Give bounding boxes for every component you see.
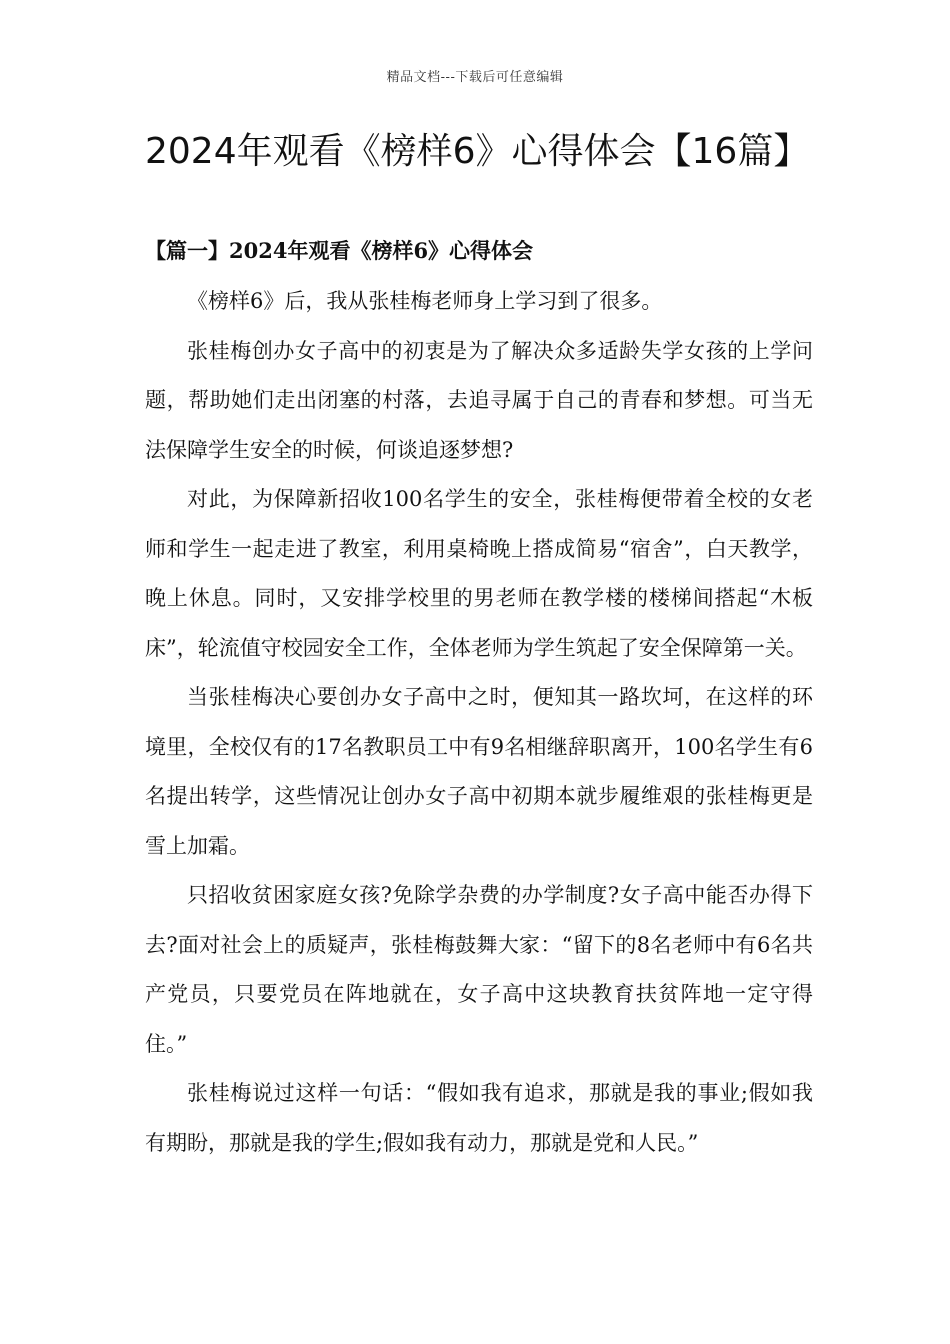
paragraph: 只招收贫困家庭女孩?免除学杂费的办学制度?女子高中能否办得下去?面对社会上的质疑声，张桂梅鼓舞大家：“留下的8名老师中有6名共产党员，只要党员在阵地就在，女子高中这块教育扶贫阵地一定守得住。” xyxy=(145,883,813,1056)
paragraph: 当张桂梅决心要创办女子高中之时，便知其一路坎坷，在这样的环境里，全校仅有的17名教职员工中有9名相继辞职离开，100名学生有6名提出转学，这些情况让创办女子高中初期本就步履维艰的张桂梅更是雪上加霜。 xyxy=(145,685,813,858)
paragraph: 张桂梅创办女子高中的初衷是为了解决众多适龄失学女孩的上学问题，帮助她们走出闭塞的村落，去追寻属于自己的青春和梦想。可当无法保障学生安全的时候，何谈追逐梦想? xyxy=(145,338,813,462)
paragraph: 张桂梅说过这样一句话：“假如我有追求，那就是我的事业;假如我有期盼，那就是我的学生;假如我有动力，那就是党和人民。” xyxy=(145,1081,813,1155)
article-body xyxy=(145,277,813,1168)
section-heading: 【篇一】2024年观看《榜样6》心得体会 xyxy=(145,238,534,263)
document-title: 2024年观看《榜样6》心得体会【16篇】 xyxy=(145,131,810,172)
paragraph: 对此，为保障新招收100名学生的安全，张桂梅便带着全校的女老师和学生一起走进了教室，利用桌椅晚上搭成简易“宿舍”，白天教学，晚上休息。同时，又安排学校里的男老师在教学楼的楼梯间搭起“木板床”，轮流值守校园安全工作，全体老师为学生筑起了安全保障第一关。 xyxy=(145,487,813,660)
header-note: 精品文档---下载后可任意编辑 xyxy=(386,70,564,85)
paragraph: 《榜样6》后，我从张桂梅老师身上学习到了很多。 xyxy=(187,289,663,313)
